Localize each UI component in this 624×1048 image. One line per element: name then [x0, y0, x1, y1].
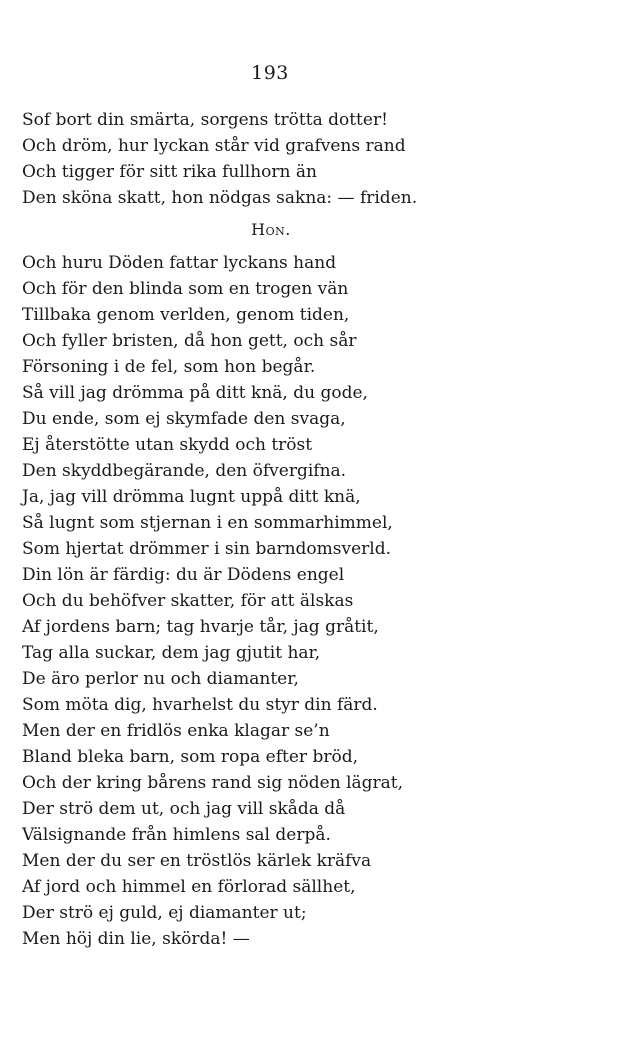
verse-line: Der strö dem ut, och jag vill skåda då: [22, 799, 346, 819]
verse-line: Men der du ser en tröstlös kärlek kräfva: [22, 851, 372, 871]
verse-line: Tag alla suckar, dem jag gjutit har,: [22, 643, 321, 663]
verse-line: Som hjertat drömmer i sin barndomsverld.: [22, 539, 392, 559]
verse-line: Och du behöfver skatter, för att älskas: [22, 591, 354, 611]
verse-line: Af jordens barn; tag hvarje tår, jag gråtit,: [22, 617, 379, 637]
verse-line: Du ende, som ej skymfade den svaga,: [22, 409, 346, 429]
verse-line: Den sköna skatt, hon nödgas sakna: — friden.: [22, 188, 418, 208]
verse-line: Ja, jag vill drömma lugnt uppå ditt knä,: [22, 487, 361, 507]
verse-line: Men der en fridlös enka klagar se’n: [22, 721, 330, 741]
stanza-1: [22, 107, 582, 211]
verse-line: Försoning i de fel, som hon begår.: [22, 357, 316, 377]
page-number: 193: [251, 62, 289, 84]
verse-line: Och för den blinda som en trogen vän: [22, 279, 349, 299]
verse-line: De äro perlor nu och diamanter,: [22, 669, 299, 689]
verse-line: Den skyddbegärande, den öfvergifna.: [22, 461, 347, 481]
verse-line: Och der kring bårens rand sig nöden lägrat,: [22, 773, 404, 793]
verse-line: Din lön är färdig: du är Dödens engel: [22, 565, 345, 585]
verse-line: Som möta dig, hvarhelst du styr din färd.: [22, 695, 378, 715]
speaker-heading: Hon.: [251, 220, 291, 239]
verse-line: Så lugnt som stjernan i en sommarhimmel,: [22, 513, 393, 533]
verse-line: Der strö ej guld, ej diamanter ut;: [22, 903, 307, 923]
verse-line: Och dröm, hur lyckan står vid grafvens rand: [22, 136, 406, 156]
verse-line: Tillbaka genom verlden, genom tiden,: [22, 305, 350, 325]
verse-line: Så vill jag drömma på ditt knä, du gode,: [22, 383, 368, 403]
verse-line: Och fyller bristen, då hon gett, och sår: [22, 331, 357, 351]
verse-line: Bland bleka barn, som ropa efter bröd,: [22, 747, 358, 767]
verse-line: Och tigger för sitt rika fullhorn än: [22, 162, 317, 182]
verse-line: Och huru Döden fattar lyckans hand: [22, 253, 337, 273]
verse-line: Sof bort din smärta, sorgens trötta dotter!: [22, 110, 388, 130]
verse-line: Men höj din lie, skörda! —: [22, 929, 250, 949]
verse-line: Ej återstötte utan skydd och tröst: [22, 435, 313, 455]
stanza-2: [22, 250, 582, 952]
verse-line: Af jord och himmel en förlorad sällhet,: [22, 877, 356, 897]
verse-line: Välsignande från himlens sal derpå.: [22, 825, 331, 845]
